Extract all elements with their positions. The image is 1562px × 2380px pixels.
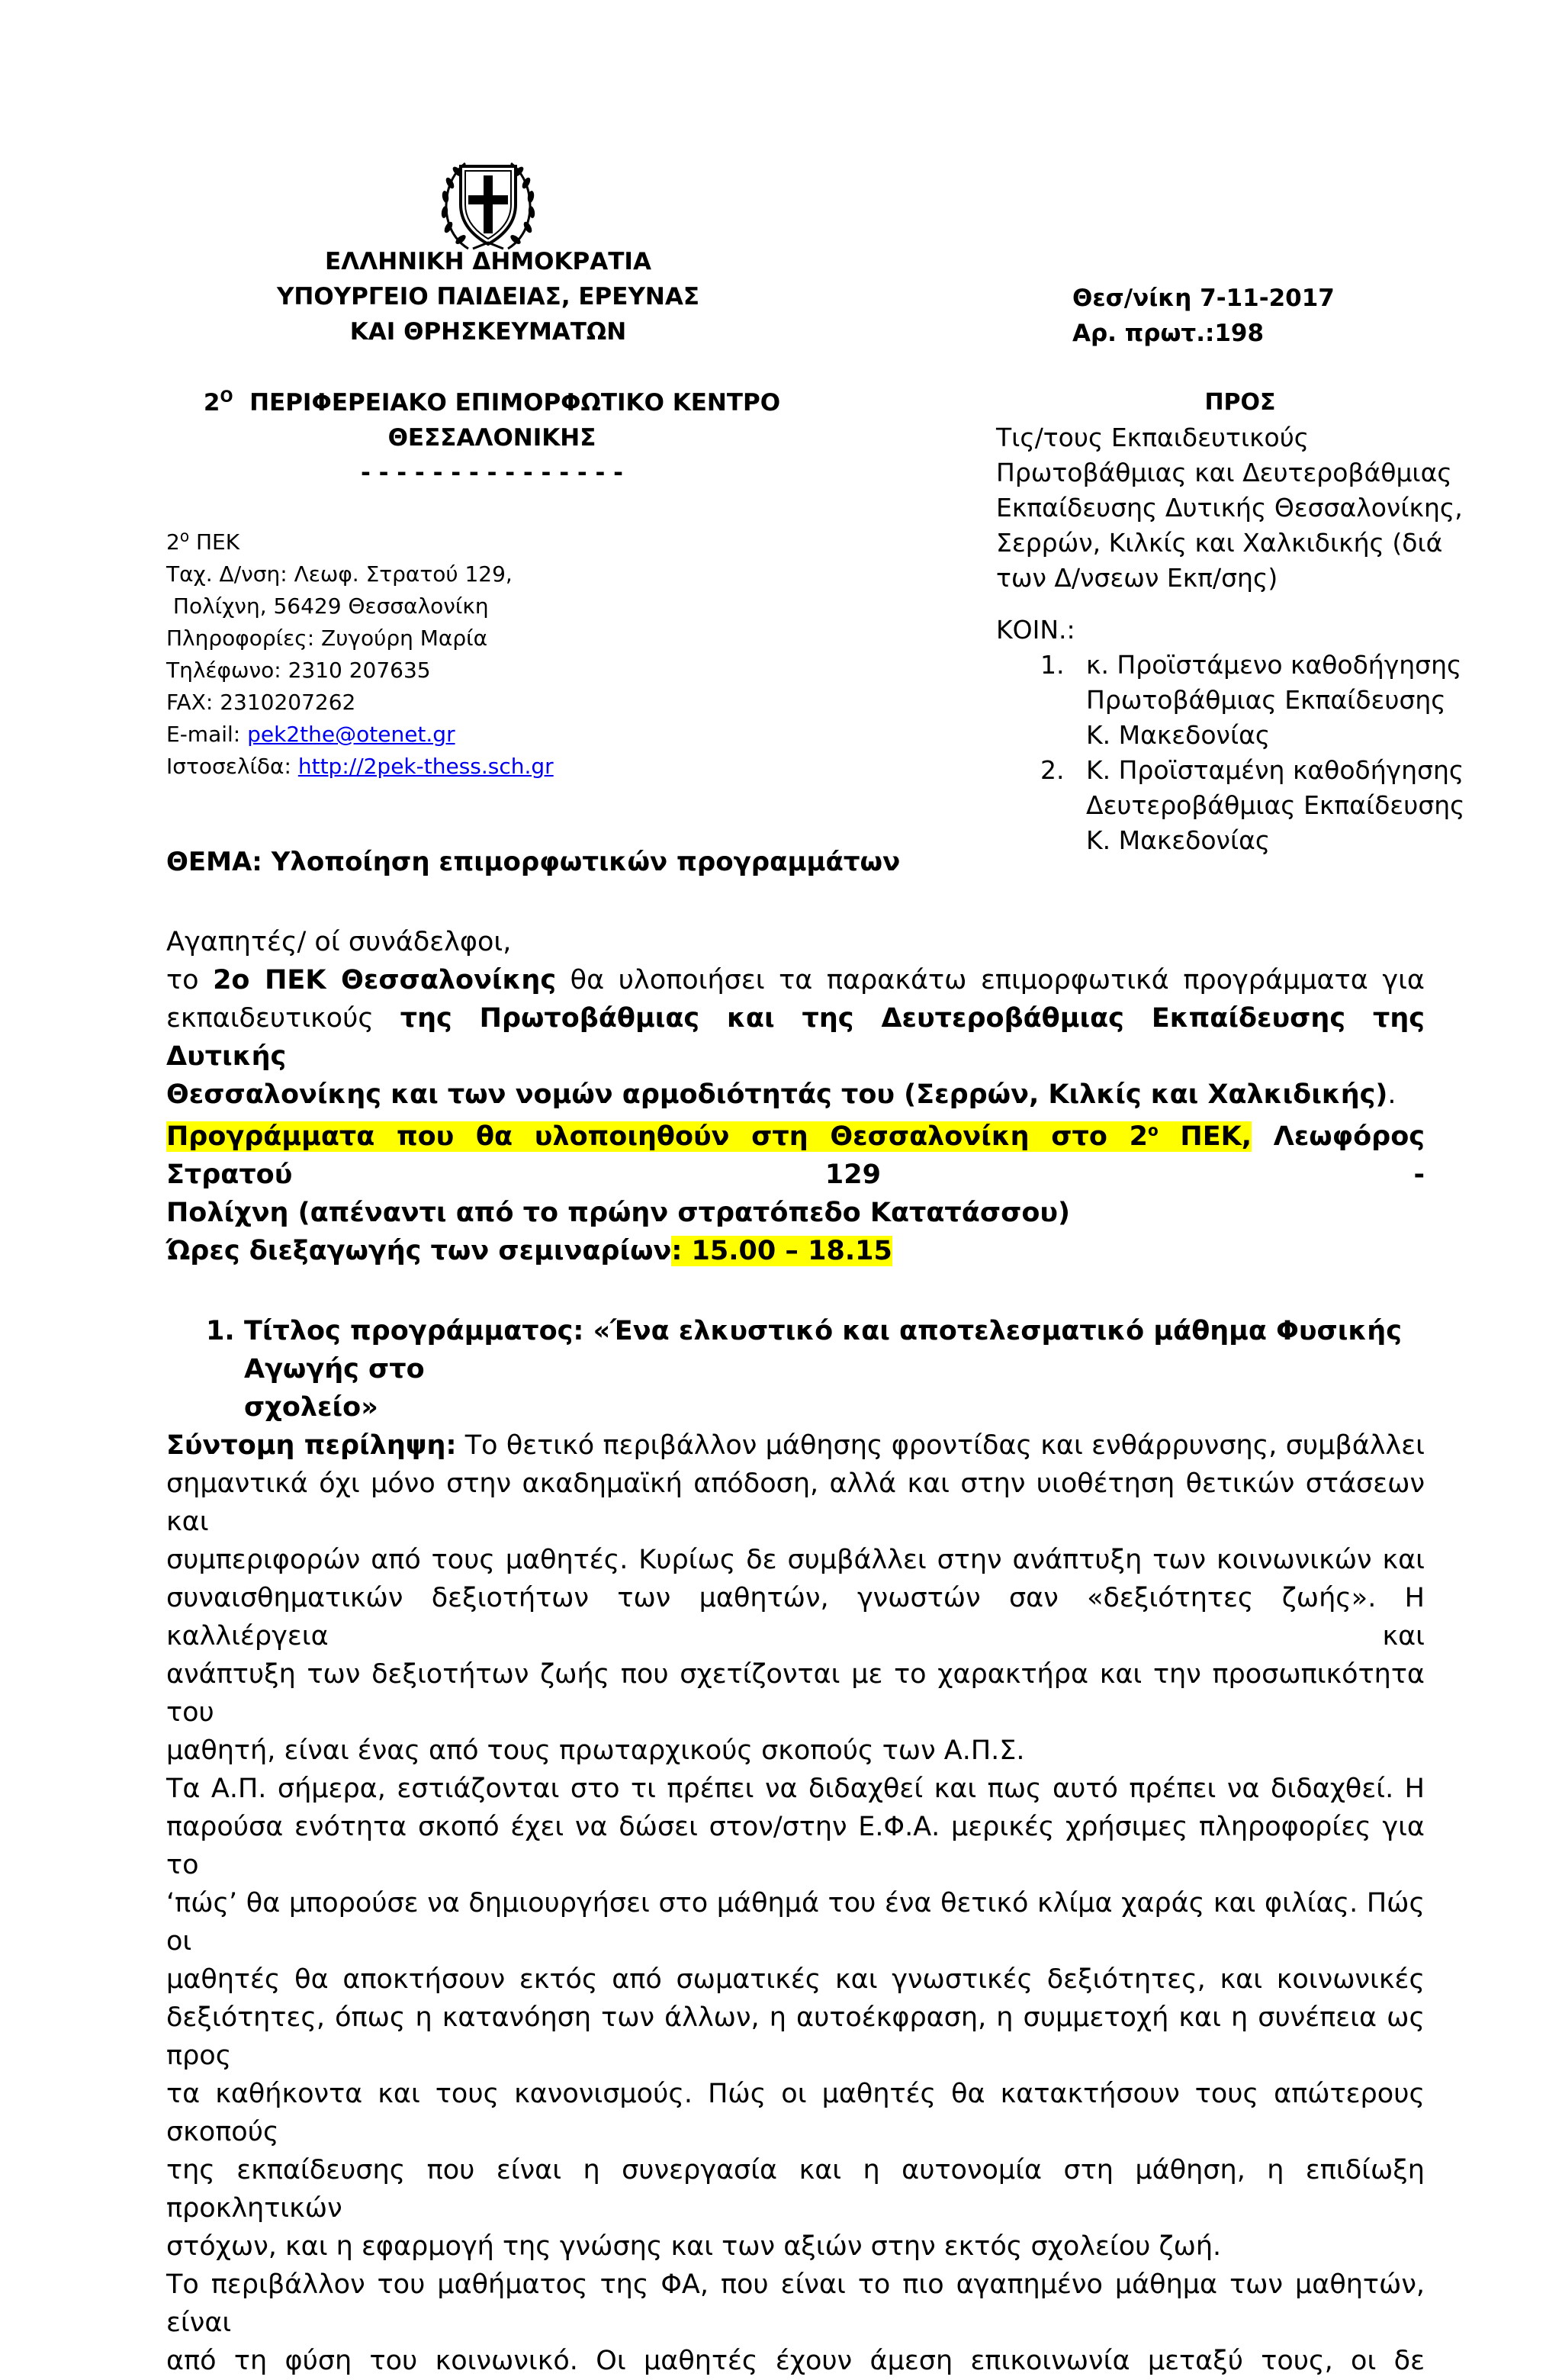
greek-coat-of-arms-emblem	[438, 151, 538, 255]
header-line-republic: ΕΛΛΗΝΙΚΗ ΔΗΜΟΚΡΑΤΙΑ	[325, 248, 651, 275]
program-title-text: Τίτλος προγράμματος: «Ένα ελκυστικό και αποτελεσματικό μάθημα Φυσικής Αγωγής στο σχολείο»	[244, 1316, 1402, 1423]
protocol-number: Αρ. πρωτ.:198	[1072, 320, 1265, 347]
address-city: Πολίχνη, 56429 Θεσσαλονίκη	[166, 593, 489, 619]
website-link[interactable]: http://2pek-thess.sch.gr	[297, 754, 554, 779]
summary-line: Τα Α.Π. σήμερα, εστιάζονται στο τι πρέπει να διδαχθεί και πως αυτό πρέπει να διδαχθεί. Η	[166, 1774, 1425, 1804]
recipients-to-line: των Δ/νσεων Εκπ/σης)	[996, 563, 1278, 593]
intro-line-1: το 2ο ΠΕΚ Θεσσαλονίκης θα υλοποιήσει τα παρακάτω επιμορφωτικά προγράμματα για	[166, 965, 1425, 995]
recipients-to-line: Τις/τους Εκπαιδευτικούς	[996, 423, 1310, 452]
cc-item-number: 1.	[1040, 650, 1065, 680]
header-dashes: - - - - - - - - - - - - - - -	[360, 459, 624, 487]
summary-line: μαθητή, είναι ένας από τους πρωταρχικούς σκοπούς των Α.Π.Σ.	[166, 1735, 1025, 1766]
program-title	[206, 1312, 1434, 1426]
cc-item-text: κ. Προϊστάμενο καθοδήγησης Πρωτοβάθμιας Εκπαίδευσης Κ. Μακεδονίας	[1086, 650, 1462, 750]
header-title-block	[275, 244, 702, 349]
seminar-hours: Ώρες διεξαγωγής των σεμιναρίων: 15.00 – 18.15	[166, 1236, 892, 1266]
summary-line: συμπεριφορών από τους μαθητές. Κυρίως δε συμβάλλει στην ανάπτυξη των κοινωνικών και	[166, 1545, 1425, 1575]
program-number: 1.	[206, 1316, 235, 1346]
summary-label: Σύντομη περίληψη:	[166, 1430, 457, 1461]
programs-note-line-2: Πολίχνη (απέναντι από το πρώην στρατόπεδο Κατατάσσου)	[166, 1198, 1071, 1228]
summary-line: ανάπτυξη των δεξιοτήτων ζωής που σχετίζονται με το χαρακτήρα και την προσωπικότητα του	[166, 1659, 1425, 1728]
summary-line: σημαντικά όχι μόνο στην ακαδημαϊκή απόδοση, αλλά και στην υιοθέτηση θετικών στάσεων και	[166, 1468, 1425, 1537]
address-phone: Τηλέφωνο: 2310 207635	[166, 658, 431, 683]
center-title-line1: $2^O$ ΠΕΡΙΦΕΡΕΙΑΚΟ ΕΠΙΜΟΡΦΩΤΙΚΟ ΚΕΝΤΡΟ	[203, 387, 781, 416]
address-street: Ταχ. Δ/νση: Λεωφ. Στρατού 129,	[166, 561, 513, 587]
address-block	[166, 526, 700, 783]
cc-item-number: 2.	[1040, 755, 1065, 785]
summary-line: δεξιότητες, όπως η κατανόηση των άλλων, η αυτοέκφραση, η συμμετοχή και η συνέπεια ως προς	[166, 2002, 1425, 2071]
summary-line: από τη φύση του κοινωνικό. Οι μαθητές έχουν άμεση επικοινωνία μεταξύ τους, οι δε	[166, 2346, 1425, 2376]
program-summary	[166, 1426, 1425, 2380]
subject-line: ΘΕΜΑ: Υλοποίηση επιμορφωτικών προγραμμάτων	[166, 847, 901, 877]
recipients-to-label: ΠΡΟΣ	[1204, 389, 1276, 416]
address-info: Πληροφορίες: Ζυγούρη Μαρία	[166, 626, 488, 651]
header-line-ministry-2: ΚΑΙ ΘΡΗΣΚΕΥΜΑΤΩΝ	[349, 318, 627, 346]
center-title-line2: ΘΕΣΣΑΛΟΝΙΚΗΣ	[387, 424, 596, 452]
address-pek: $2^o$ ΠΕΚ	[166, 526, 240, 555]
summary-line: συναισθηματικών δεξιοτήτων των μαθητών, γνωστών σαν «δεξιότητες ζωής». Η καλλιέργεια και	[166, 1583, 1425, 1652]
date-block	[1072, 281, 1377, 351]
summary-line: Το περιβάλλον του μαθήματος της ΦΑ, που είναι το πιο αγαπημένο μάθημα των μαθητών, είναι	[166, 2269, 1425, 2338]
email-link[interactable]: pek2the@otenet.gr	[247, 722, 455, 747]
summary-line: τα καθήκοντα και τους κανονισμούς. Πώς οι μαθητές θα κατακτήσουν τους απώτερους σκοπούς	[166, 2079, 1425, 2147]
summary-line: στόχων, και η εφαρμογή της γνώσης και των αξιών στην εκτός σχολείου ζωή.	[166, 2231, 1222, 2262]
summary-line: παρούσα ενότητα σκοπό έχει να δώσει στον/στην Ε.Φ.Α. μερικές χρήσιμες πληροφορίες για το	[166, 1812, 1425, 1880]
summary-line: μαθητές θα αποκτήσουν εκτός από σωματικές και γνωστικές δεξιότητες, και κοινωνικές	[166, 1964, 1425, 1995]
summary-line: Σύντομη περίληψη: Το θετικό περιβάλλον μάθησης φροντίδας και ενθάρρυνσης, συμβάλλει	[166, 1430, 1425, 1461]
intro-line-3: Θεσσαλονίκης και των νομών αρμοδιότητάς του (Σερρών, Κιλκίς και Χαλκιδικής).	[166, 1079, 1396, 1110]
programs-note-line-1: Προγράμματα που θα υλοποιηθούν στη Θεσσαλονίκη στο $2^o$ ΠΕΚ, Λεωφόρος Στρατού 129 -	[166, 1121, 1425, 1190]
summary-line: ‘πώς’ θα μπορούσε να δημιουργήσει στο μάθημά του ένα θετικό κλίμα χαράς και φιλίας. Πώς οι	[166, 1888, 1425, 1957]
recipients-cc-label: ΚΟΙΝ.:	[996, 615, 1075, 645]
center-title-block	[153, 385, 831, 490]
recipients-to-line: Πρωτοβάθμιας και Δευτεροβάθμιας	[996, 458, 1452, 487]
header-line-ministry: ΥΠΟΥΡΓΕΙΟ ΠΑΙΔΕΙΑΣ, ΕΡΕΥΝΑΣ	[276, 283, 700, 310]
greeting: Αγαπητές/ οί συνάδελφοι,	[166, 927, 512, 957]
cc-item	[996, 753, 1484, 858]
address-email-row: E-mail: pek2the@otenet.gr	[166, 722, 455, 747]
intro-block	[166, 923, 1425, 1114]
recipients-to-line: Σερρών, Κιλκίς και Χαλκιδικής (διά	[996, 528, 1443, 558]
address-fax: FAX: 2310207262	[166, 690, 356, 715]
summary-line: της εκπαίδευσης που είναι η συνεργασία και η αυτονομία στη μάθηση, η επιδίωξη προκλητικών	[166, 2155, 1425, 2224]
recipients-to-line: Εκπαίδευσης Δυτικής Θεσσαλονίκης,	[996, 493, 1463, 523]
address-web-row: Ιστοσελίδα: http://2pek-thess.sch.gr	[166, 754, 554, 779]
intro-line-2: εκπαιδευτικούς της Πρωτοβάθμιας και της Δευτεροβάθμιας Εκπαίδευσης της Δυτικής	[166, 1003, 1425, 1072]
programs-note	[166, 1118, 1425, 1270]
cc-item	[996, 648, 1484, 753]
recipients-block	[996, 385, 1484, 858]
document-date: Θεσ/νίκη 7-11-2017	[1072, 285, 1335, 312]
cc-item-text: Κ. Προϊσταμένη καθοδήγησης Δευτεροβάθμιας Εκπαίδευσης Κ. Μακεδονίας	[1086, 755, 1465, 855]
